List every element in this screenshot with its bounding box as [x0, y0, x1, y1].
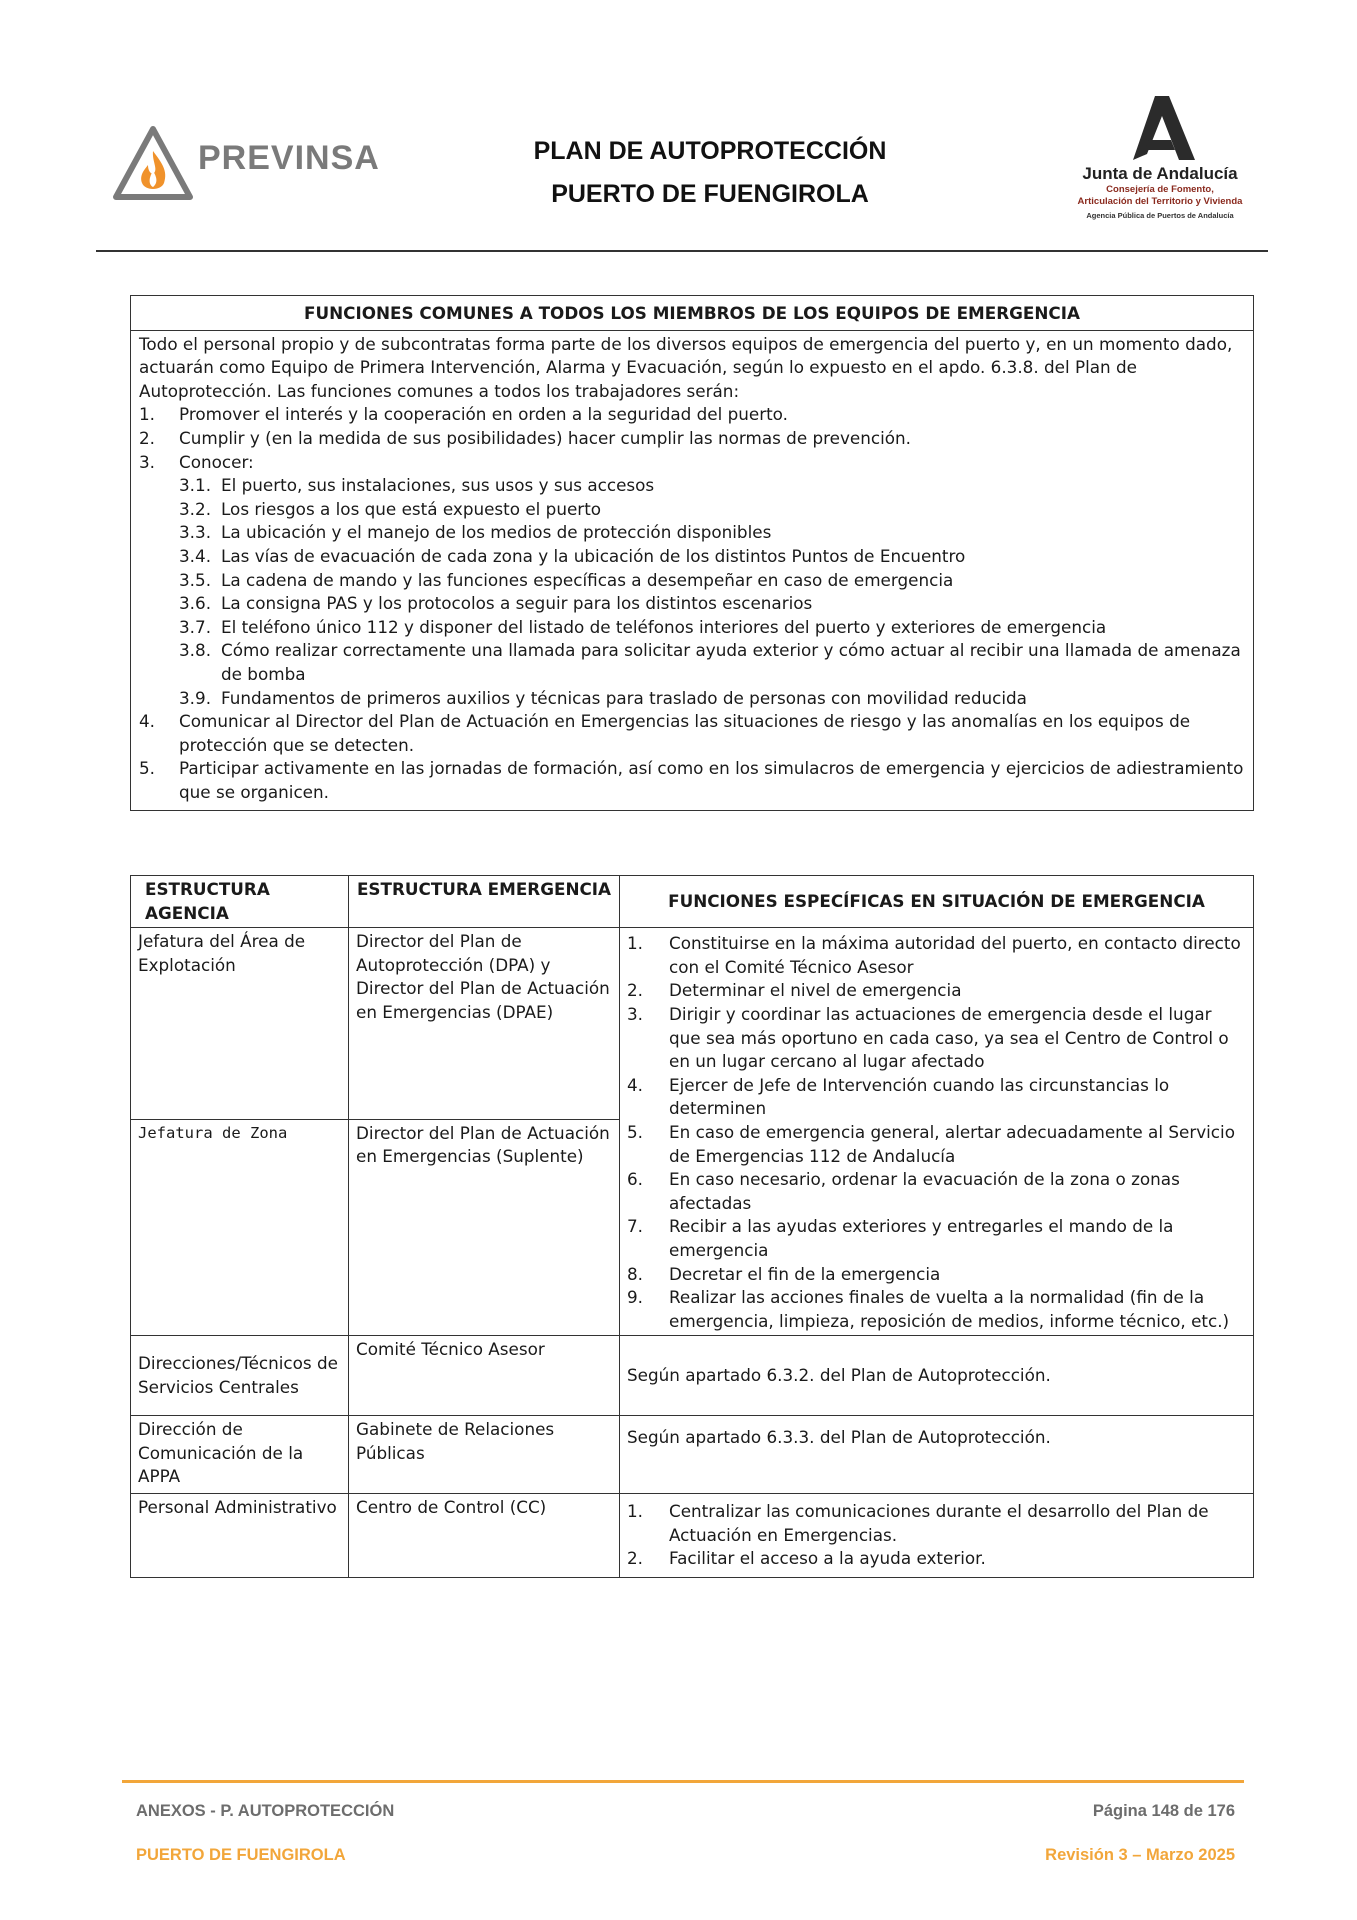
list-item — [139, 757, 1245, 804]
common-functions-intro: Todo el personal propio y de subcontratas forma parte de los diversos equipos de emergencia del puerto y, en un momento dado, actuarán como Equipo de Primera Intervención, Alarma y Evacuación, según lo expuesto en el apdo. 6.3.8. del Plan de Autoprotección. Las funciones comunes a todos los trabajadores serán: — [139, 333, 1233, 401]
list-item — [139, 710, 1245, 757]
sub-list-item — [139, 592, 1245, 616]
common-functions-box — [130, 295, 1254, 811]
sub-list-item — [139, 521, 1245, 545]
list-text: Comunicar al Director del Plan de Actuación en Emergencias las situaciones de riesgo y las anomalías en los equipos de protección que se detecten. — [179, 711, 1191, 755]
list-text: La ubicación y el manejo de los medios de protección disponibles — [221, 522, 772, 543]
sub-list-item — [139, 545, 1245, 569]
partner-department: Consejería de Fomento, — [1106, 184, 1214, 195]
list-text: Ejercer de Jefe de Intervención cuando las circunstancias lo determinen — [669, 1074, 1170, 1119]
function-item — [627, 1263, 1246, 1287]
list-text: La cadena de mando y las funciones específicas a desempeñar en caso de emergencia — [221, 569, 954, 590]
cell-emergencia: Comité Técnico Asesor — [349, 1336, 620, 1416]
previnsa-logo — [112, 125, 382, 205]
cell-funciones-cc — [620, 1494, 1254, 1578]
list-text: El puerto, sus instalaciones, sus usos y sus accesos — [221, 475, 655, 496]
function-item — [627, 1003, 1246, 1074]
list-text: Dirigir y coordinar las actuaciones de emergencia desde el lugar que sea más oportuno en cada caso, ya sea el Centro de Control o en un lugar cercano al lugar afectado — [669, 1003, 1229, 1072]
list-item — [139, 451, 1245, 475]
function-item — [627, 979, 1246, 1003]
footer-section: ANEXOS - P. AUTOPROTECCIÓN — [136, 1802, 395, 1820]
list-text: En caso de emergencia general, alertar adecuadamente al Servicio de Emergencias 112 de Andalucía — [669, 1121, 1235, 1166]
document-subtitle: PUERTO DE FUENGIROLA — [551, 180, 869, 208]
list-text: Las vías de evacuación de cada zona y la ubicación de los distintos Puntos de Encuentro — [221, 545, 966, 566]
sub-list-item — [139, 639, 1245, 686]
list-number: 3.1. — [179, 475, 212, 496]
footer-location: PUERTO DE FUENGIROLA — [136, 1846, 346, 1864]
cell-funciones: Según apartado 6.3.2. del Plan de Autoprotección. — [620, 1336, 1254, 1416]
list-number: 3.6. — [179, 593, 212, 614]
table-header-row — [131, 876, 1254, 928]
common-functions-sublist — [139, 474, 1245, 710]
list-number: 3. — [139, 451, 156, 472]
list-item — [139, 403, 1245, 427]
control-center-functions-list — [627, 1500, 1246, 1571]
sub-list-item — [139, 687, 1245, 711]
header-estructura-emergencia: ESTRUCTURA EMERGENCIA — [349, 876, 620, 928]
list-number: 2. — [627, 1548, 644, 1569]
sub-list-item — [139, 569, 1245, 593]
footer-revision: Revisión 3 – Marzo 2025 — [1045, 1846, 1235, 1864]
function-item — [627, 1286, 1246, 1333]
list-number: 2. — [139, 427, 156, 448]
junta-andalucia-logo — [1060, 96, 1260, 246]
list-number: 3. — [627, 1003, 644, 1024]
function-item — [627, 1121, 1246, 1168]
table-row — [131, 1494, 1254, 1578]
function-item — [627, 1215, 1246, 1262]
function-item — [627, 1168, 1246, 1215]
cell-agencia: Jefatura del Área de Explotación — [131, 928, 349, 1119]
common-functions-heading: FUNCIONES COMUNES A TODOS LOS MIEMBROS DE LOS EQUIPOS DE EMERGENCIA — [131, 296, 1253, 331]
previnsa-triangle-flame-icon — [112, 125, 194, 203]
table-row — [131, 1336, 1254, 1416]
director-functions-list — [627, 932, 1246, 1333]
cell-emergencia: Director del Plan de Autoprotección (DPA) y Director del Plan de Actuación en Emergencias (DPAE) — [349, 928, 620, 1119]
emergency-structure-table — [130, 875, 1254, 1578]
list-text: Los riesgos a los que está expuesto el puerto — [221, 498, 602, 519]
list-text: El teléfono único 112 y disponer del listado de teléfonos interiores del puerto y exteriores de emergencia — [221, 616, 1107, 637]
function-item — [627, 1500, 1246, 1547]
list-number: 4. — [627, 1074, 644, 1095]
list-text: En caso necesario, ordenar la evacuación de la zona o zonas afectadas — [669, 1169, 1180, 1213]
footer-page-number: Página 148 de 176 — [1092, 1802, 1235, 1820]
list-number: 4. — [139, 711, 156, 732]
list-number: 1. — [627, 1501, 644, 1522]
list-number: 3.9. — [179, 687, 212, 708]
list-text: Conocer: — [179, 451, 254, 472]
header-funciones-especificas: FUNCIONES ESPECÍFICAS EN SITUACIÓN DE EMERGENCIA — [620, 876, 1254, 928]
list-number: 2. — [627, 980, 644, 1001]
cell-agencia: Jefatura de Zona — [131, 1119, 349, 1336]
list-number: 3.3. — [179, 522, 212, 543]
list-text: Determinar el nivel de emergencia — [669, 980, 962, 1001]
cell-funciones-director — [620, 928, 1254, 1336]
list-number: 3.4. — [179, 545, 212, 566]
header-divider — [96, 250, 1268, 252]
list-text: Promover el interés y la cooperación en orden a la seguridad del puerto. — [179, 404, 788, 425]
common-functions-list — [139, 403, 1245, 474]
common-functions-list-continued — [139, 710, 1245, 804]
common-functions-content — [131, 331, 1253, 811]
list-number: 6. — [627, 1169, 644, 1190]
page-header — [0, 0, 1357, 260]
list-text: Realizar las acciones finales de vuelta a la normalidad (fin de la emergencia, limpieza, reposición de medios, informe técnico, etc.) — [669, 1287, 1230, 1331]
list-text: Cumplir y (en la medida de sus posibilidades) hacer cumplir las normas de prevención. — [179, 427, 912, 448]
brand-name: PREVINSA — [198, 139, 380, 177]
partner-agency: Agencia Pública de Puertos de Andalucía — [1086, 211, 1234, 220]
list-text: Centralizar las comunicaciones durante el desarrollo del Plan de Actuación en Emergencias. — [669, 1501, 1209, 1545]
sub-list-item — [139, 498, 1245, 522]
table-row — [131, 1416, 1254, 1494]
list-item — [139, 427, 1245, 451]
list-number: 1. — [627, 933, 644, 954]
list-number: 8. — [627, 1263, 644, 1284]
cell-agencia: Direcciones/Técnicos de Servicios Centrales — [131, 1336, 349, 1416]
list-number: 5. — [139, 758, 156, 779]
sub-list-item — [139, 474, 1245, 498]
list-text: La consigna PAS y los protocolos a seguir para los distintos escenarios — [221, 593, 813, 614]
table-row — [131, 928, 1254, 1119]
sub-list-item — [139, 616, 1245, 640]
list-number: 3.8. — [179, 640, 212, 661]
cell-funciones: Según apartado 6.3.3. del Plan de Autoprotección. — [620, 1416, 1254, 1494]
list-text: Participar activamente en las jornadas de formación, así como en los simulacros de emergencia y ejercicios de adiestramiento que se organicen. — [179, 758, 1244, 802]
partner-name: Junta de Andalucía — [1082, 164, 1238, 183]
cell-emergencia: Centro de Control (CC) — [349, 1494, 620, 1578]
cell-agencia: Personal Administrativo — [131, 1494, 349, 1578]
header-estructura-agencia: ESTRUCTURA AGENCIA — [131, 876, 349, 928]
list-text: Decretar el fin de la emergencia — [669, 1263, 941, 1284]
list-text: Recibir a las ayudas exteriores y entregarles el mando de la emergencia — [669, 1216, 1174, 1260]
cell-emergencia: Gabinete de Relaciones Públicas — [349, 1416, 620, 1494]
list-number: 7. — [627, 1216, 644, 1237]
function-item — [627, 1547, 1246, 1571]
partner-department-2: Articulación del Territorio y Vivienda — [1077, 196, 1243, 207]
footer-divider — [122, 1780, 1244, 1783]
list-text: Cómo realizar correctamente una llamada para solicitar ayuda exterior y cómo actuar al recibir una llamada de amenaza de bomba — [221, 640, 1241, 684]
list-number: 3.2. — [179, 498, 212, 519]
list-text: Constituirse en la máxima autoridad del puerto, en contacto directo con el Comité Técnico Asesor — [669, 933, 1241, 977]
cell-emergencia: Director del Plan de Actuación en Emergencias (Suplente) — [349, 1119, 620, 1336]
function-item — [627, 1074, 1246, 1121]
list-number: 1. — [139, 404, 156, 425]
list-number: 3.7. — [179, 616, 212, 637]
function-item — [627, 932, 1246, 979]
junta-andalucia-a-icon — [1125, 96, 1195, 160]
list-number: 5. — [627, 1121, 644, 1142]
list-number: 3.5. — [179, 569, 212, 590]
list-number: 9. — [627, 1287, 644, 1308]
list-text: Facilitar el acceso a la ayuda exterior. — [669, 1548, 986, 1569]
document-title: PLAN DE AUTOPROTECCIÓN — [533, 137, 887, 165]
list-text: Fundamentos de primeros auxilios y técnicas para traslado de personas con movilidad reducida — [221, 687, 1027, 708]
cell-agencia: Dirección de Comunicación de la APPA — [131, 1416, 349, 1494]
